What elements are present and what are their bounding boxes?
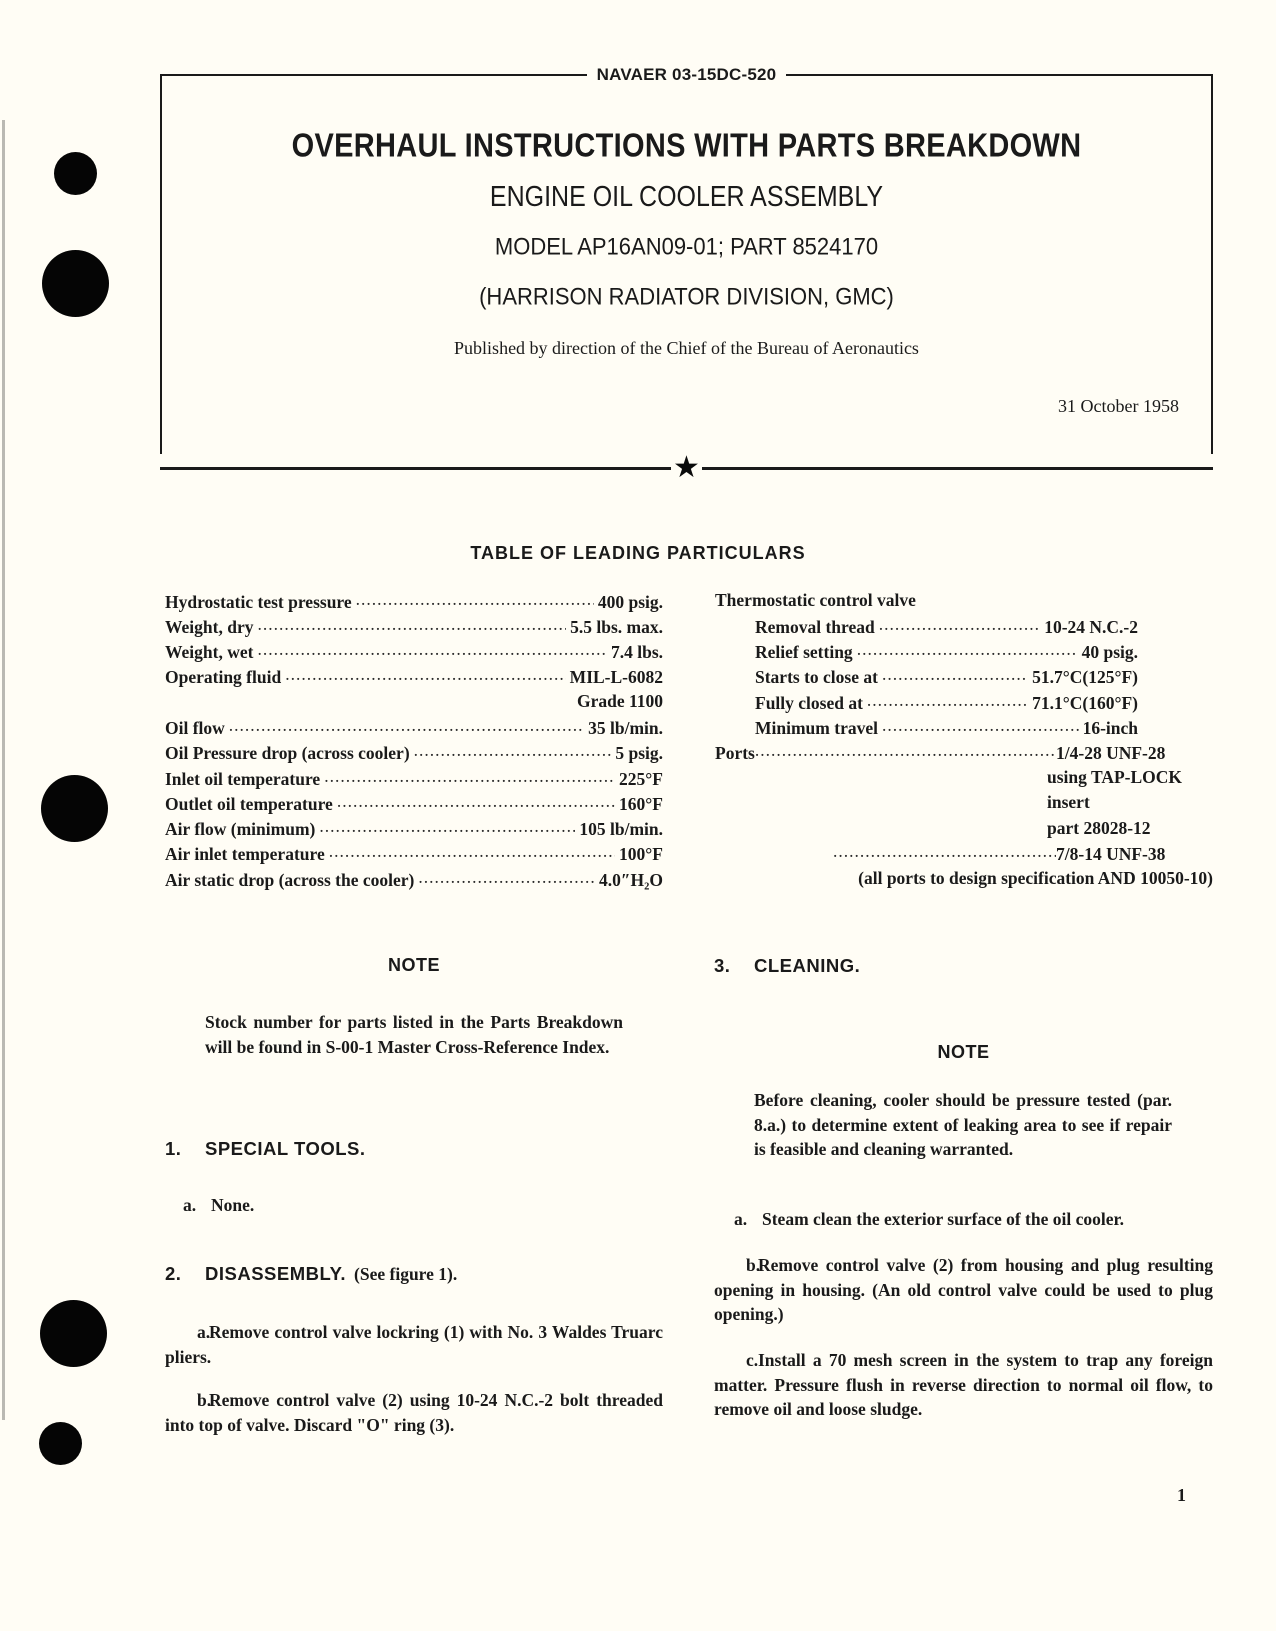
spec-value: 105 lb/min.	[579, 819, 663, 840]
spec-value: 4.0″H₂O	[598, 869, 663, 890]
list-item	[714, 1253, 1213, 1327]
spec-row	[715, 716, 1213, 741]
punch-hole-icon	[42, 250, 109, 317]
document-number: NAVAER 03-15DC-520	[587, 65, 787, 85]
leader-dots	[833, 843, 1056, 861]
item-text: Remove control valve lockring (1) with No. 3 Waldes Truarc pliers.	[165, 1322, 663, 1367]
leader-dots	[356, 590, 594, 608]
spec-label: Operating fluid	[165, 667, 282, 688]
rule-segment	[702, 467, 1213, 470]
item-text: Remove control valve (2) from housing and plug resulting opening in housing. (An old control valve could be used to plug opening.)	[714, 1255, 1213, 1324]
item-text: Steam clean the exterior surface of the oil cooler.	[762, 1209, 1125, 1229]
model-line: MODEL AP16AN09-01; PART 8524170	[494, 232, 879, 261]
item-letter: b.	[197, 1390, 212, 1410]
spec-value: 7.4 lbs.	[610, 642, 663, 663]
leader-dots	[879, 615, 1040, 633]
leader-dots	[257, 615, 566, 633]
scan-edge-shadow	[2, 120, 5, 1420]
item-letter: a.	[734, 1209, 748, 1229]
punch-hole-icon	[54, 152, 97, 195]
spec-value: 10-24 N.C.-2	[1044, 616, 1138, 637]
spec-value: using TAP-LOCK	[1047, 767, 1183, 788]
spec-label: Ports	[715, 743, 755, 764]
spec-row	[165, 615, 663, 640]
leader-dots	[285, 666, 565, 684]
item-text: Remove control valve (2) using 10-24 N.C.-2 bolt threaded into top of valve. Discard "O" ring (3).	[165, 1390, 663, 1435]
item-letter: c.	[746, 1350, 759, 1370]
section-number: 2.	[165, 1263, 182, 1284]
spec-value: 160°F	[619, 793, 663, 814]
spec-row-continuation	[715, 767, 1213, 792]
item-letter: a.	[197, 1322, 211, 1342]
item-text: Install a 70 mesh screen in the system to trap any foreign matter. Pressure flush in reverse direction to normal oil flow, to remove oil and loose sludge.	[714, 1350, 1213, 1419]
section-heading-cleaning	[714, 955, 860, 977]
particulars-right-column	[715, 590, 1213, 894]
spec-row	[715, 666, 1213, 691]
note-text: Stock number for parts listed in the Parts Breakdown will be found in S-00-1 Master Cross-Reference Index.	[205, 1012, 623, 1057]
spec-row	[165, 767, 663, 792]
spec-label: Weight, wet	[165, 642, 254, 663]
punch-hole-icon	[39, 1422, 82, 1465]
spec-label: Outlet oil temperature	[165, 793, 333, 814]
spec-label: Starts to close at	[755, 667, 878, 688]
leader-dots	[337, 792, 615, 810]
spec-row	[165, 641, 663, 666]
particulars-left-column	[165, 590, 663, 894]
leader-dots	[414, 742, 612, 760]
spec-value: MIL-L-6082	[569, 667, 663, 688]
list-item	[183, 1193, 663, 1218]
rule-segment	[160, 467, 671, 470]
spec-row	[715, 691, 1213, 716]
spec-row	[165, 716, 663, 741]
list-item	[734, 1207, 1213, 1232]
spec-row	[715, 742, 1213, 767]
item-letter: b.	[746, 1255, 761, 1275]
title-frame-top-rule	[160, 65, 1213, 84]
leader-dots	[324, 767, 615, 785]
spec-value: 16-inch	[1082, 717, 1138, 738]
spec-value: 51.7°C(125°F)	[1032, 667, 1138, 688]
spec-label: Oil Pressure drop (across cooler)	[165, 743, 410, 764]
page-number: 1	[1177, 1485, 1186, 1505]
spec-label: Removal thread	[755, 616, 875, 637]
spec-row-continuation	[715, 818, 1213, 843]
star-icon: ★	[673, 450, 700, 485]
publication-date: 31 October 1958	[1058, 396, 1179, 416]
spec-row	[165, 666, 663, 691]
spec-row	[715, 615, 1213, 640]
list-item	[714, 1348, 1213, 1422]
leader-dots	[257, 641, 607, 659]
leader-dots	[229, 716, 584, 734]
spec-group-title	[715, 590, 1213, 615]
note-text: Before cleaning, cooler should be pressure tested (par. 8.a.) to determine extent of leaking area to see if repair is feasible and cleaning warranted.	[754, 1090, 1172, 1159]
spec-row	[165, 742, 663, 767]
spec-row	[165, 843, 663, 868]
list-item	[165, 1320, 663, 1369]
spec-row	[715, 843, 1213, 868]
published-by-line: Published by direction of the Chief of the Bureau of Aeronautics	[454, 338, 919, 358]
spec-value: insert	[1047, 792, 1090, 813]
spec-row	[715, 641, 1213, 666]
note-heading: NOTE	[387, 955, 440, 975]
leader-dots	[857, 641, 1078, 659]
spec-note	[715, 868, 1213, 893]
spec-label: Relief setting	[755, 642, 853, 663]
spec-value: 5 psig.	[615, 743, 663, 764]
spec-value: 40 psig.	[1081, 642, 1138, 663]
spec-value: 71.1°C(160°F)	[1032, 692, 1138, 713]
section-title: SPECIAL TOOLS.	[205, 1138, 366, 1159]
spec-value: 400 psig.	[597, 591, 663, 612]
spec-row	[165, 868, 663, 893]
spec-value: 1/4-28 UNF-28	[1056, 743, 1166, 764]
spec-value: part 28028-12	[1047, 817, 1151, 838]
document-title: OVERHAUL INSTRUCTIONS WITH PARTS BREAKDOWN	[291, 127, 1082, 165]
leading-particulars-heading: TABLE OF LEADING PARTICULARS	[470, 543, 806, 563]
section-number: 1.	[165, 1138, 182, 1159]
spec-label: Minimum travel	[755, 717, 878, 738]
title-frame-bottom-rule	[160, 450, 1213, 485]
spec-value: 35 lb/min.	[588, 717, 663, 738]
leader-dots	[319, 818, 575, 836]
leader-dots	[882, 716, 1079, 734]
spec-row	[165, 792, 663, 817]
list-item	[165, 1388, 663, 1437]
spec-label: Air static drop (across the cooler)	[165, 869, 415, 890]
spec-label: Air flow (minimum)	[165, 819, 316, 840]
spec-label: Inlet oil temperature	[165, 768, 321, 789]
spec-label: Fully closed at	[755, 692, 863, 713]
spec-value: 225°F	[619, 768, 663, 789]
leader-dots	[418, 868, 595, 886]
document-subtitle: ENGINE OIL COOLER ASSEMBLY	[489, 180, 884, 214]
spec-label: Oil flow	[165, 717, 225, 738]
note-heading: NOTE	[937, 1042, 990, 1062]
spec-value: 5.5 lbs. max.	[570, 616, 663, 637]
item-letter: a.	[183, 1195, 197, 1215]
spec-label: Weight, dry	[165, 616, 254, 637]
leader-dots	[882, 666, 1028, 684]
item-text: None.	[211, 1195, 255, 1215]
spec-row	[165, 590, 663, 615]
spec-value: 100°F	[619, 844, 663, 865]
spec-row-continuation	[165, 691, 663, 716]
spec-row-continuation	[715, 792, 1213, 817]
section-heading-disassembly	[165, 1263, 457, 1285]
section-title: DISASSEMBLY.	[205, 1263, 347, 1284]
rule-segment	[786, 74, 1213, 76]
section-number: 3.	[714, 955, 731, 976]
spec-value: 7/8-14 UNF-38	[1056, 844, 1166, 865]
spec-group-label: Thermostatic control valve	[715, 590, 916, 610]
manufacturer-line: (HARRISON RADIATOR DIVISION, GMC)	[479, 282, 894, 311]
leader-dots	[329, 843, 615, 861]
section-heading-special-tools	[165, 1138, 366, 1160]
spec-value: Grade 1100	[576, 691, 663, 712]
spec-row	[165, 818, 663, 843]
leader-dots	[755, 742, 1056, 760]
spec-label: Air inlet temperature	[165, 844, 325, 865]
rule-segment	[160, 74, 587, 76]
leader-dots	[867, 691, 1028, 709]
punch-hole-icon	[41, 775, 108, 842]
section-title: CLEANING.	[754, 955, 861, 976]
figure-reference: (See figure 1).	[354, 1264, 458, 1284]
ports-note-text: (all ports to design specification AND 10050-10)	[858, 868, 1213, 889]
punch-hole-icon	[40, 1300, 107, 1367]
spec-label: Hydrostatic test pressure	[165, 591, 352, 612]
